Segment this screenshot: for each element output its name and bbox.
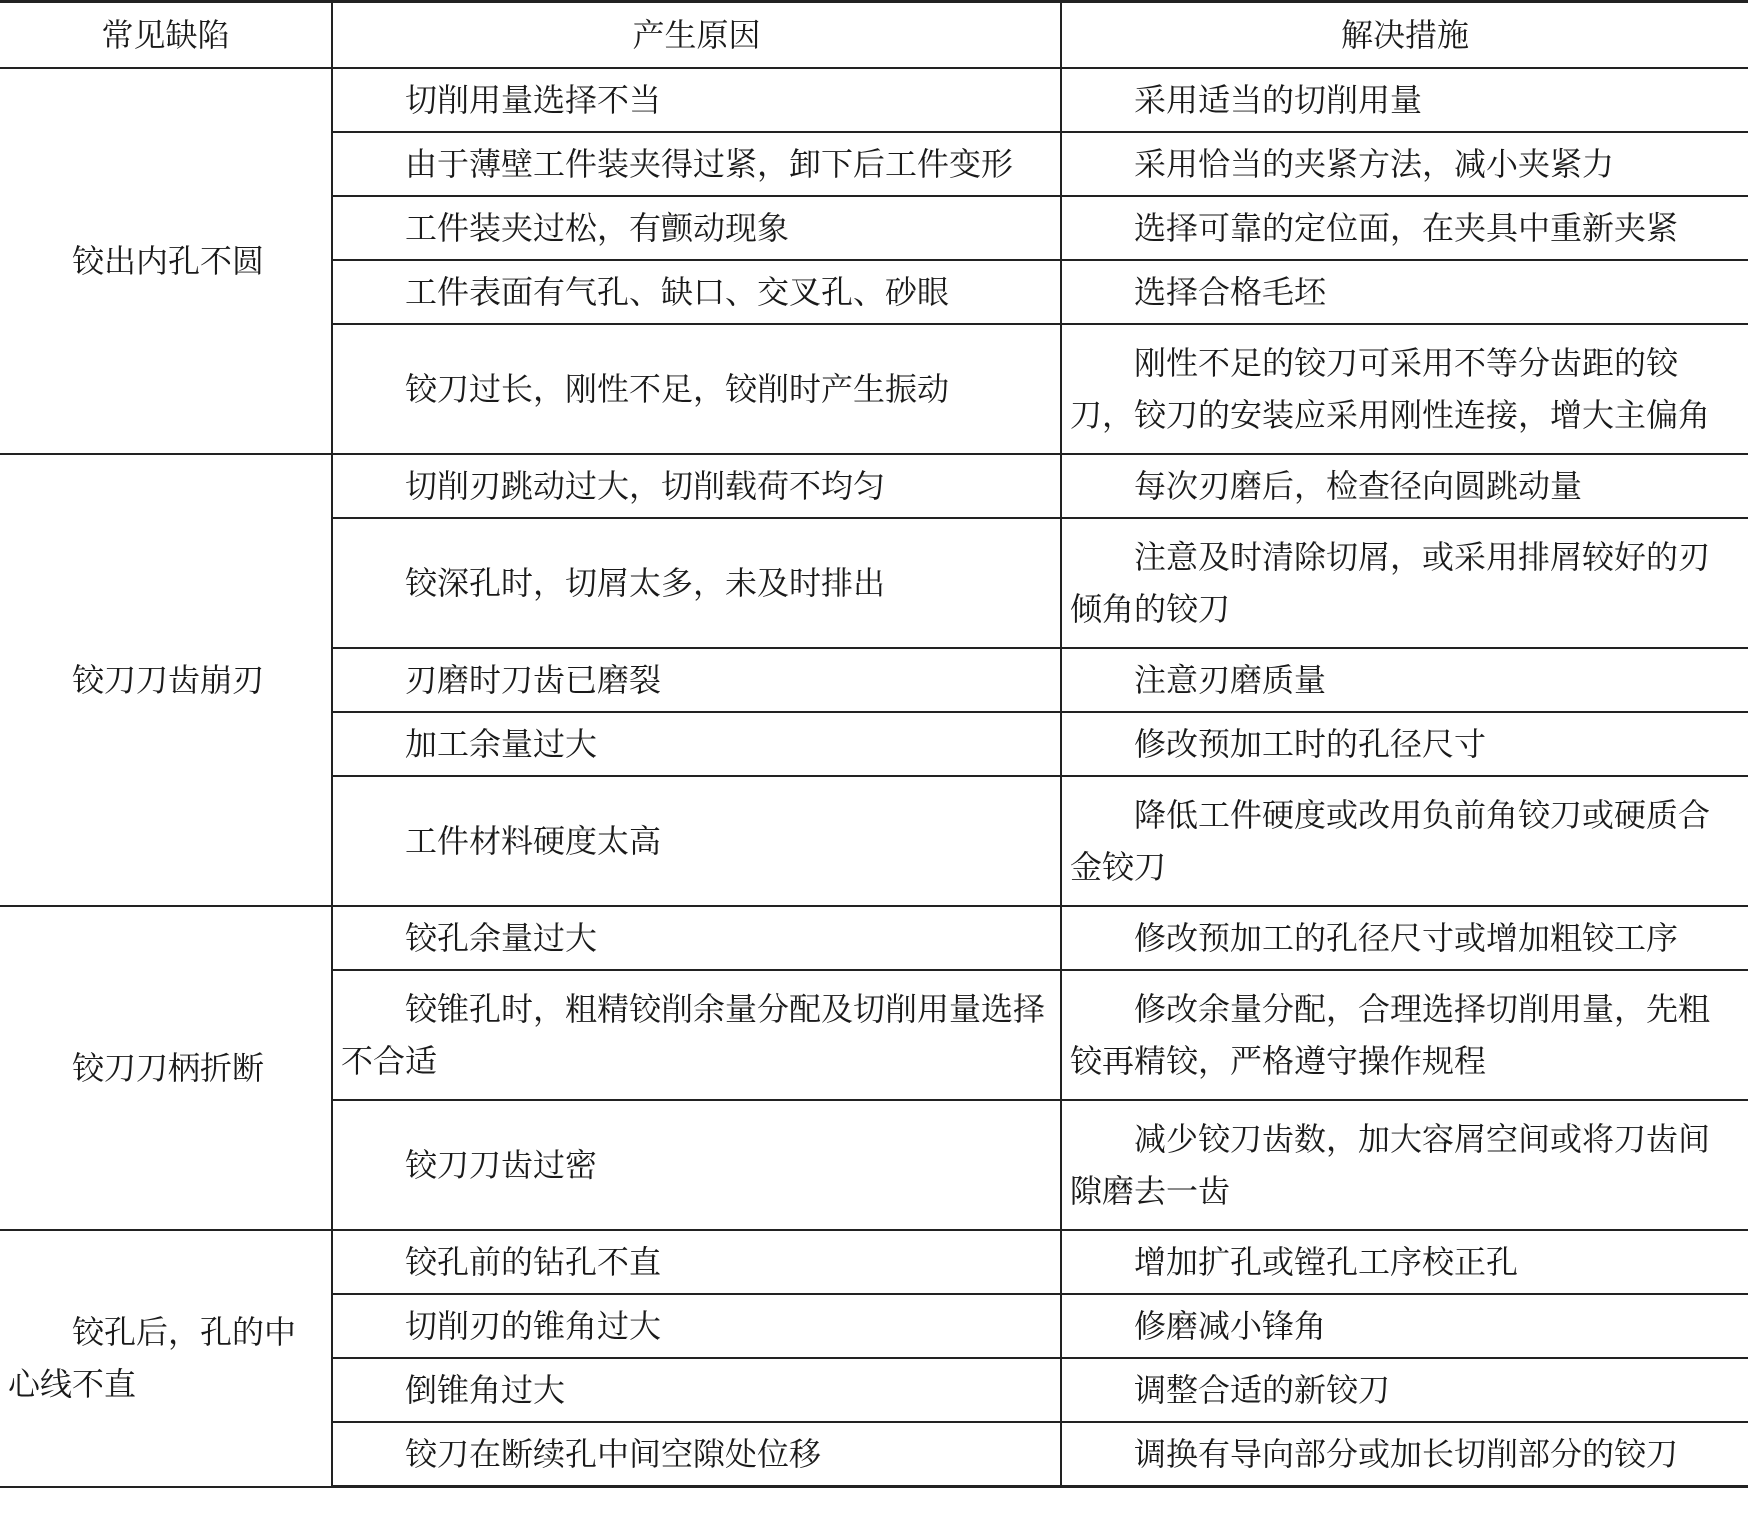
cause-cell: 切削刃跳动过大，切削载荷不均匀 bbox=[332, 454, 1061, 518]
fix-cell: 减少铰刀齿数，加大容屑空间或将刀齿间隙磨去一齿 bbox=[1061, 1100, 1748, 1230]
fix-cell: 降低工件硬度或改用负前角铰刀或硬质合金铰刀 bbox=[1061, 776, 1748, 906]
cause-cell: 由于薄壁工件装夹得过紧，卸下后工件变形 bbox=[332, 132, 1061, 196]
defect-cell: 铰孔后，孔的中心线不直 bbox=[0, 1230, 332, 1487]
table-row bbox=[0, 68, 1748, 132]
table-row bbox=[0, 454, 1748, 518]
table-row bbox=[0, 906, 1748, 970]
cause-cell: 加工余量过大 bbox=[332, 712, 1061, 776]
table-row bbox=[0, 1230, 1748, 1294]
fix-cell: 修改余量分配，合理选择切削用量，先粗铰再精铰，严格遵守操作规程 bbox=[1061, 970, 1748, 1100]
cause-cell: 刃磨时刀齿已磨裂 bbox=[332, 648, 1061, 712]
header-defect: 常见缺陷 bbox=[0, 2, 332, 69]
fix-cell: 增加扩孔或镗孔工序校正孔 bbox=[1061, 1230, 1748, 1294]
cause-cell: 铰孔余量过大 bbox=[332, 906, 1061, 970]
fix-cell: 选择合格毛坯 bbox=[1061, 260, 1748, 324]
fix-cell: 选择可靠的定位面，在夹具中重新夹紧 bbox=[1061, 196, 1748, 260]
header-fix: 解决措施 bbox=[1061, 2, 1748, 69]
cause-cell: 铰孔前的钻孔不直 bbox=[332, 1230, 1061, 1294]
cause-cell: 切削刃的锥角过大 bbox=[332, 1294, 1061, 1358]
fix-cell: 修改预加工的孔径尺寸或增加粗铰工序 bbox=[1061, 906, 1748, 970]
cause-cell: 铰深孔时，切屑太多，未及时排出 bbox=[332, 518, 1061, 648]
fix-cell: 采用适当的切削用量 bbox=[1061, 68, 1748, 132]
cause-cell: 铰刀过长，刚性不足，铰削时产生振动 bbox=[332, 324, 1061, 454]
cause-cell: 工件装夹过松，有颤动现象 bbox=[332, 196, 1061, 260]
cause-cell: 工件材料硬度太高 bbox=[332, 776, 1061, 906]
cause-cell: 切削用量选择不当 bbox=[332, 68, 1061, 132]
header-row bbox=[0, 2, 1748, 69]
fix-cell: 调换有导向部分或加长切削部分的铰刀 bbox=[1061, 1422, 1748, 1487]
cause-cell: 倒锥角过大 bbox=[332, 1358, 1061, 1422]
fix-cell: 修改预加工时的孔径尺寸 bbox=[1061, 712, 1748, 776]
cause-cell: 铰刀在断续孔中间空隙处位移 bbox=[332, 1422, 1061, 1487]
defect-cell: 铰出内孔不圆 bbox=[0, 68, 332, 454]
cause-cell: 工件表面有气孔、缺口、交叉孔、砂眼 bbox=[332, 260, 1061, 324]
cause-cell: 铰刀刀齿过密 bbox=[332, 1100, 1061, 1230]
defect-cell: 铰刀刀齿崩刃 bbox=[0, 454, 332, 906]
fix-cell: 刚性不足的铰刀可采用不等分齿距的铰刀，铰刀的安装应采用刚性连接，增大主偏角 bbox=[1061, 324, 1748, 454]
fix-cell: 注意刃磨质量 bbox=[1061, 648, 1748, 712]
header-cause: 产生原因 bbox=[332, 2, 1061, 69]
fix-cell: 调整合适的新铰刀 bbox=[1061, 1358, 1748, 1422]
fix-cell: 采用恰当的夹紧方法，减小夹紧力 bbox=[1061, 132, 1748, 196]
fix-cell: 修磨减小锋角 bbox=[1061, 1294, 1748, 1358]
defect-cell: 铰刀刀柄折断 bbox=[0, 906, 332, 1230]
fix-cell: 每次刃磨后，检查径向圆跳动量 bbox=[1061, 454, 1748, 518]
cause-cell: 铰锥孔时，粗精铰削余量分配及切削用量选择不合适 bbox=[332, 970, 1061, 1100]
fix-cell: 注意及时清除切屑，或采用排屑较好的刃倾角的铰刀 bbox=[1061, 518, 1748, 648]
